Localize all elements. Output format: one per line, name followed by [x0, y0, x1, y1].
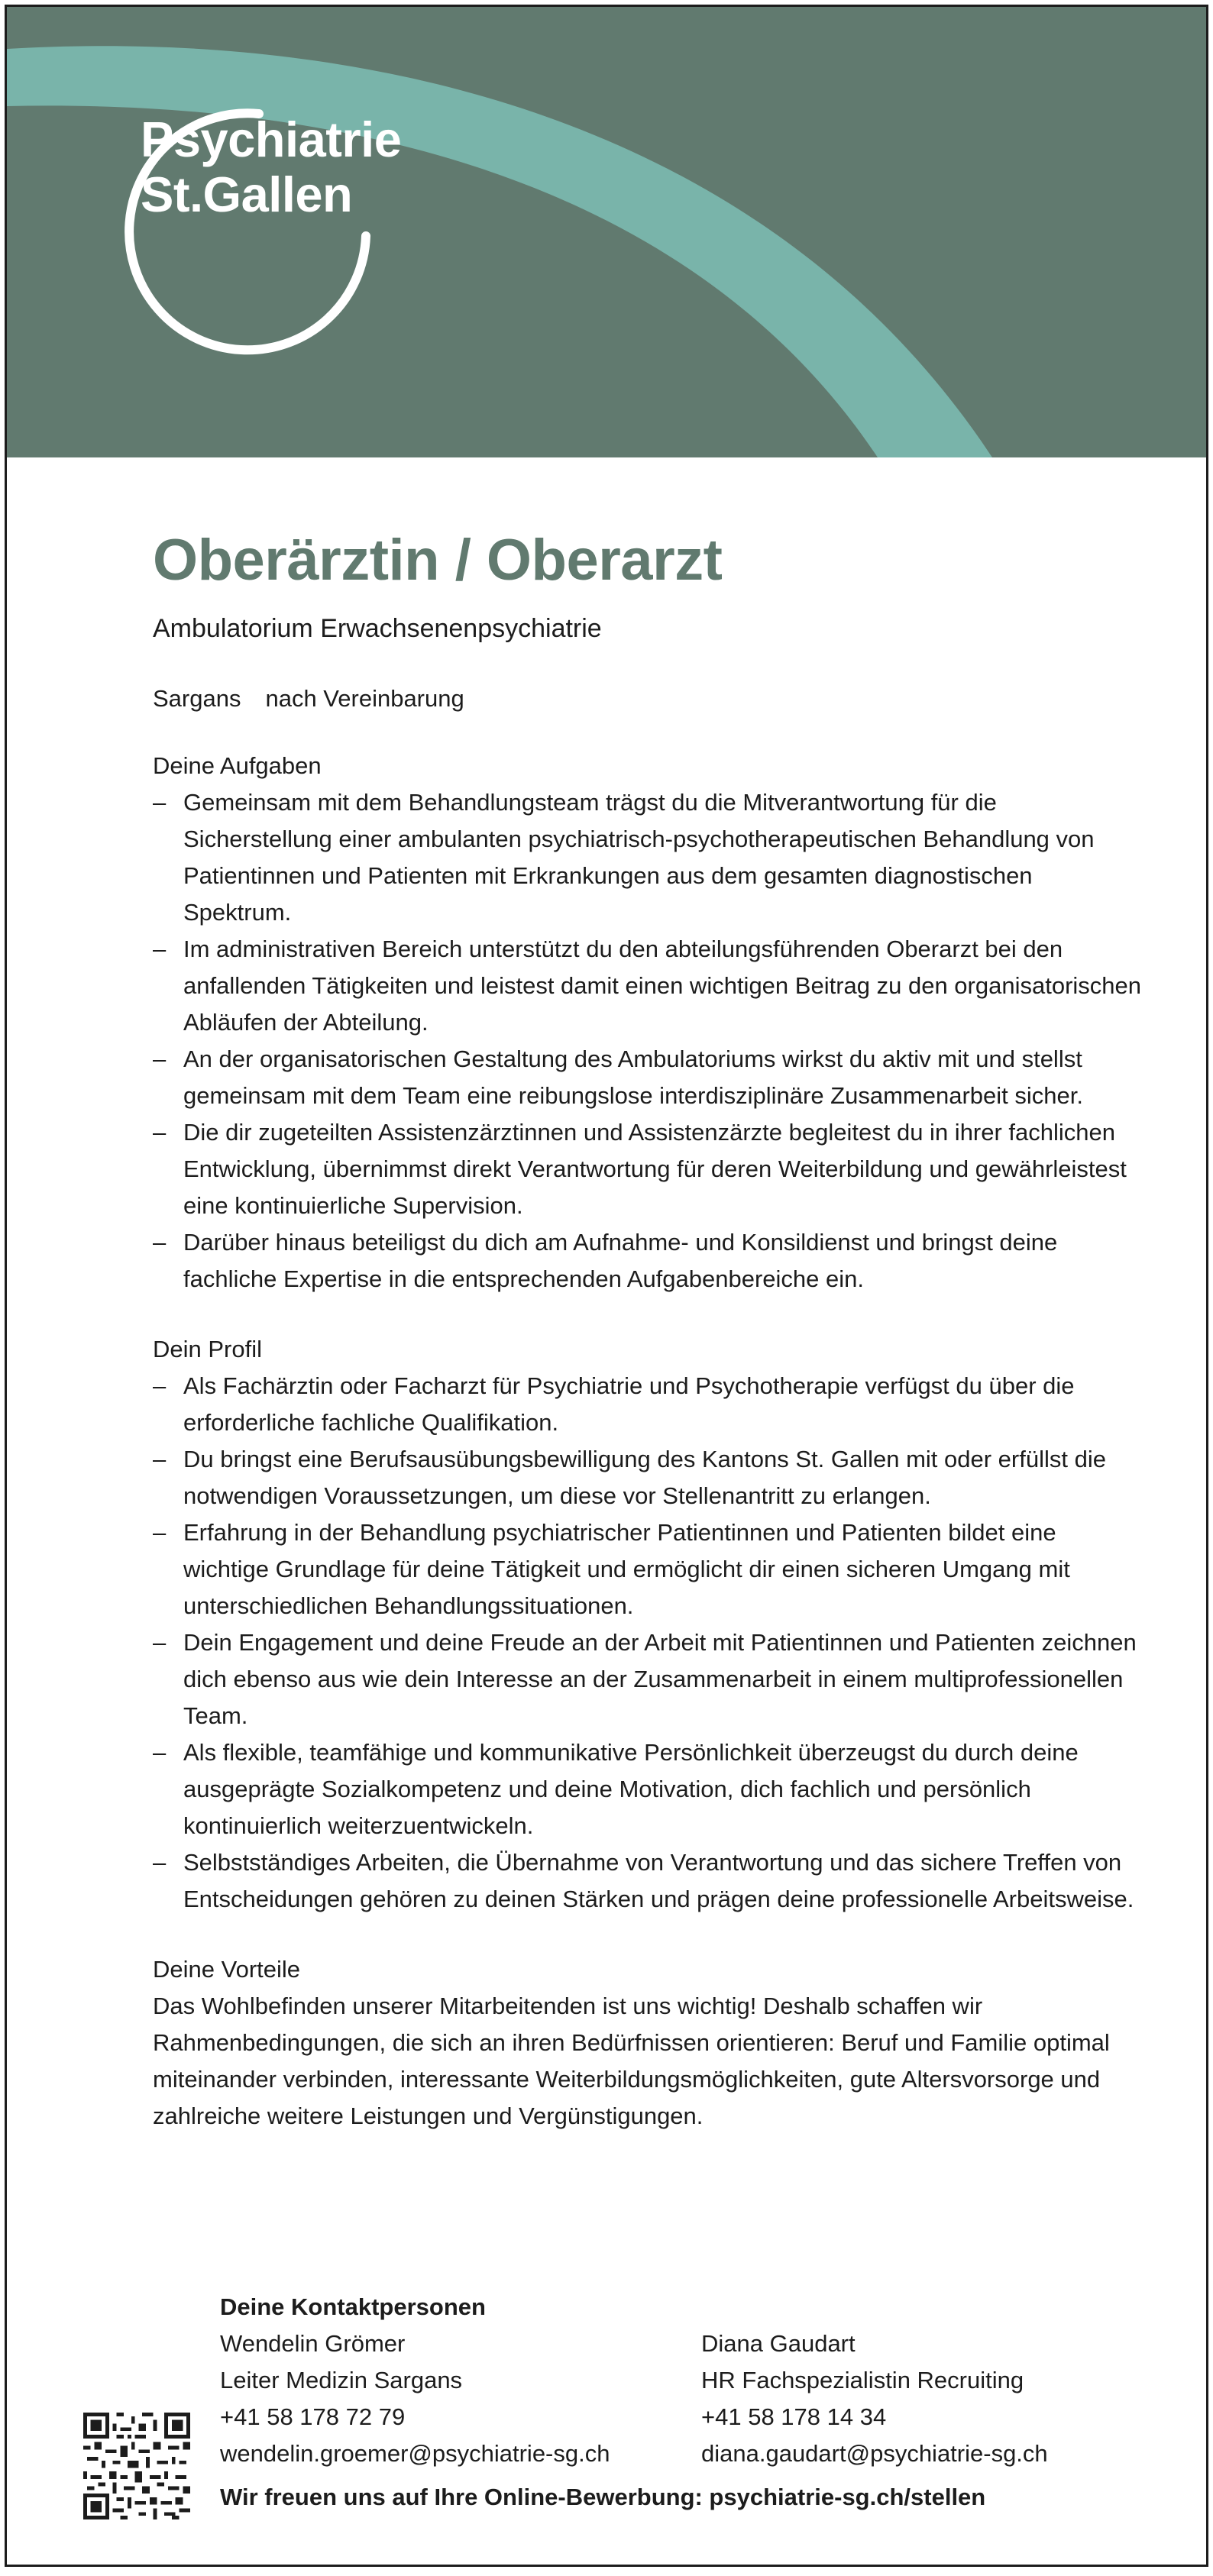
vorteile-text: Das Wohlbefinden unserer Mitarbeitenden ist uns wichtig! Deshalb schaffen wir Rahmenbedingungen, die sich an ihren Bedürfnissen orientieren: Beruf und Familie optimal miteinander verbinden, interessante Weiterbildungsmöglichkeiten, gute Altersvorsorge und zahlreiche weitere Leistungen und Vergünstigungen. — [153, 1993, 1110, 2129]
contact-phone[interactable]: +41 58 178 72 79 — [220, 2403, 406, 2430]
contact-phone[interactable]: +41 58 178 14 34 — [701, 2403, 887, 2430]
contact-role: Leiter Medizin Sargans — [220, 2367, 463, 2393]
job-location: Sargans — [153, 685, 241, 712]
list-item: – Du bringst eine Berufsausübungsbewilligung des Kantons St. Gallen mit oder erfüllst die notwendigen Voraussetzungen, um diese vor Stellenantritt zu erlangen. — [153, 1441, 1146, 1514]
job-subtitle: Ambulatorium Erwachsenenpsychiatrie — [153, 614, 602, 643]
qr-code-icon[interactable] — [83, 2413, 190, 2519]
job-title: Oberärztin / Oberarzt — [153, 528, 723, 593]
job-ad-page — [5, 5, 1208, 2567]
contact-name: Diana Gaudart — [701, 2330, 856, 2357]
job-meta — [153, 684, 1146, 714]
section-heading-aufgaben: Deine Aufgaben — [153, 752, 322, 779]
logo-line-1: Psychiatrie — [141, 112, 402, 167]
contact-section — [220, 2289, 1182, 2472]
contact-name: Wendelin Grömer — [220, 2330, 406, 2357]
contact-heading: Deine Kontaktpersonen — [220, 2293, 486, 2320]
header-banner — [7, 7, 1206, 457]
logo-wordmark — [141, 112, 401, 222]
list-item: – Als flexible, teamfähige und kommunikative Persönlichkeit überzeugst du durch deine ausgeprägte Sozialkompetenz und deine Motivation, dich fachlich und persönlich kontinuierlich weiterzuentwickeln. — [153, 1734, 1146, 1844]
list-item: – Im administrativen Bereich unterstützt du den abteilungsführenden Oberarzt bei den anfallenden Tätigkeiten und leistest damit einen wichtigen Beitrag zu den organisatorischen Abläufen der Abteilung. — [153, 931, 1146, 1041]
contact-person-1 — [220, 2326, 701, 2472]
list-item: – Selbstständiges Arbeiten, die Übernahme von Verantwortung und das sichere Treffen von Entscheidungen gehören zu deinen Stärken und prägen deine professionelle Arbeitsweise. — [153, 1844, 1146, 1918]
list-item: – Dein Engagement und deine Freude an der Arbeit mit Patientinnen und Patienten zeichnen dich ebenso aus wie dein Interesse an der Zusammenarbeit in einem multiprofessionellen Team. — [153, 1624, 1146, 1734]
list-item: – Die dir zugeteilten Assistenzärztinnen und Assistenzärzte begleitest du in ihrer fachlichen Entwicklung, übernimmst direkt Verantwortung für deren Weiterbildung und gewährleistest eine kontinuierliche Supervision. — [153, 1114, 1146, 1224]
contact-role: HR Fachspezialistin Recruiting — [701, 2367, 1024, 2393]
aufgaben-list — [153, 784, 1146, 1298]
list-item: – An der organisatorischen Gestaltung des Ambulatoriums wirkst du aktiv mit und stellst gemeinsam mit dem Team eine reibungslose interdisziplinäre Zusammenarbeit sicher. — [153, 1041, 1146, 1114]
job-start: nach Vereinbarung — [265, 685, 464, 712]
contact-person-2 — [701, 2326, 1048, 2472]
list-item: – Als Fachärztin oder Facharzt für Psychiatrie und Psychotherapie verfügst du über die erforderliche fachliche Qualifikation. — [153, 1368, 1146, 1441]
contact-columns — [220, 2326, 1182, 2472]
profil-list — [153, 1368, 1146, 1918]
contact-email[interactable]: wendelin.groemer@psychiatrie-sg.ch — [220, 2440, 610, 2467]
main-content — [153, 526, 1146, 2135]
list-item: – Gemeinsam mit dem Behandlungsteam trägst du die Mitverantwortung für die Sicherstellung einer ambulanten psychiatrisch-psychotherapeutischen Behandlung von Patientinnen und Patienten mit Erkrankungen aus dem gesamten diagnostischen Spektrum. — [153, 784, 1146, 931]
list-item: – Darüber hinaus beteiligst du dich am Aufnahme- und Konsildienst und bringst deine fachliche Expertise in die entsprechenden Aufgabenbereiche ein. — [153, 1224, 1146, 1298]
section-heading-profil: Dein Profil — [153, 1336, 262, 1362]
list-item: – Erfahrung in der Behandlung psychiatrischer Patientinnen und Patienten bildet eine wichtige Grundlage für deine Tätigkeit und ermöglicht dir einen sicheren Umgang mit unterschiedlichen Behandlungssituationen. — [153, 1514, 1146, 1624]
application-cta[interactable]: Wir freuen uns auf Ihre Online-Bewerbung: psychiatrie-sg.ch/stellen — [220, 2484, 986, 2510]
logo-line-2: St.Gallen — [141, 166, 353, 222]
contact-email[interactable]: diana.gaudart@psychiatrie-sg.ch — [701, 2440, 1048, 2467]
section-heading-vorteile: Deine Vorteile — [153, 1956, 301, 1983]
logo-arc-graphic — [7, 7, 1206, 457]
